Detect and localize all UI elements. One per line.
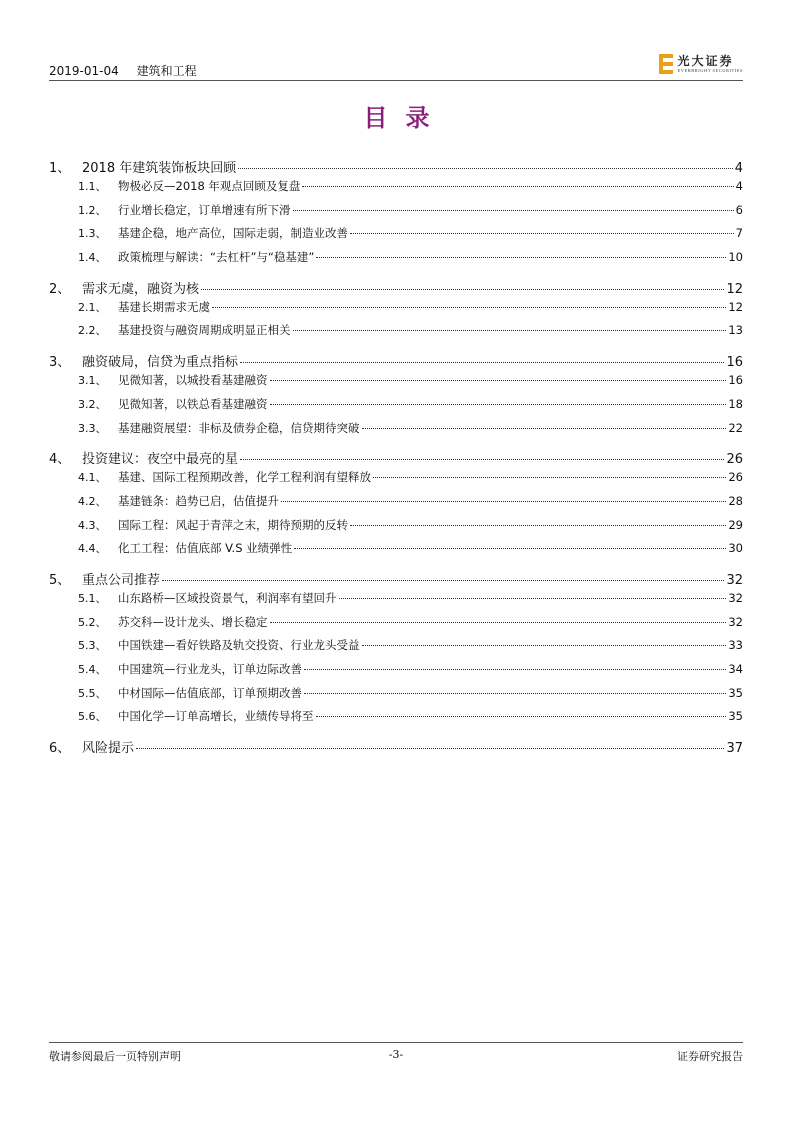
footer-disclaimer-note: 敬请参阅最后一页特别声明 [49,1050,181,1063]
dot-leader [240,459,724,460]
toc-entry-number: 1.3、 [78,227,107,241]
toc-entry-title: 苏交科—设计龙头、增长稳定 [118,614,268,629]
dot-leader [240,362,724,363]
toc-subsection[interactable] [49,396,743,420]
toc-section[interactable] [49,737,743,758]
report-sector: 建筑和工程 [136,64,197,78]
dot-leader [212,307,726,308]
toc-subsection[interactable] [49,614,743,638]
toc-entry-page: 16 [728,373,743,388]
toc-entry-title: 基建投资与融资周期成明显正相关 [118,323,291,338]
toc-entry-page: 35 [728,709,743,724]
dot-leader [362,428,727,429]
toc-entry-page: 4 [734,161,743,176]
dot-leader [281,501,726,502]
toc-entry-title: 物极必反—2018 年观点回顾及复盘 [118,179,301,193]
toc-entry-number: 5.4、 [78,663,107,676]
toc-entry-page: 33 [728,638,743,653]
dot-leader [373,477,726,478]
toc-entry-page: 34 [728,662,743,676]
toc-entry-number: 4、 [49,452,71,468]
toc-entry-title: 行业增长稳定，订单增速有所下滑 [118,202,291,217]
toc-entry-page: 37 [726,741,743,757]
toc-entry-title: 化工工程：估值底部 V.S 业绩弹性 [118,541,293,556]
dot-leader [304,669,726,670]
dot-leader [293,210,734,211]
toc-subsection[interactable] [49,202,743,226]
toc-section[interactable] [49,448,743,469]
toc-entry-title: 重点公司推荐 [82,572,161,588]
toc-section[interactable] [49,569,743,590]
toc-entry-title: 中国建筑—行业龙头，订单边际改善 [118,662,302,676]
toc-subsection[interactable] [49,469,743,493]
toc-entry-page: 35 [728,685,743,700]
dot-leader [294,548,726,549]
page-header [49,53,743,78]
toc-subsection[interactable] [49,299,743,323]
dot-leader [293,330,727,331]
toc-entry-page: 29 [728,517,743,532]
toc-title: 目录 [363,104,448,132]
toc-entry-title: 山东路桥—区域投资景气，利润率有望回升 [118,590,337,605]
toc-entry-number: 5、 [49,572,71,588]
toc-entry-title: 基建企稳，地产高位，国际走弱，制造业改善 [118,226,348,241]
toc-entry-number: 3.3、 [78,421,107,435]
toc-entry-page: 32 [728,614,743,629]
toc-subsection[interactable] [49,590,743,614]
toc-entry-number: 4.2、 [78,494,107,508]
toc-entry-title: 见微知著，以铁总看基建融资 [118,396,268,411]
toc-entry-title: 基建链条：趋势已启，估值提升 [118,493,279,508]
dot-leader [350,233,734,234]
toc-section[interactable] [49,278,743,299]
dot-leader [339,598,727,599]
toc-subsection[interactable] [49,420,743,444]
toc-entry-page: 10 [728,250,743,265]
toc-subsection[interactable] [49,372,743,396]
toc-entry-page: 26 [726,452,743,468]
toc-entry-number: 5.3、 [78,639,107,653]
toc-entry-number: 1.4、 [78,251,107,265]
toc-entry-title: 国际工程：风起于青萍之末，期待预期的反转 [118,517,348,532]
toc-entry-page: 6 [735,202,743,217]
toc-entry-number: 5.6、 [78,710,107,724]
toc-entry-number: 5.2、 [78,615,107,629]
toc-entry-page: 30 [728,541,743,556]
toc-entry-page: 32 [728,590,743,605]
dot-leader [201,289,724,290]
toc-entry-number: 5.5、 [78,686,107,700]
toc-entry-page: 22 [728,420,743,435]
toc-entry-title: 融资破局，信贷为重点指标 [82,355,239,371]
toc-entry-title: 基建、国际工程预期改善，化学工程利润有望释放 [118,470,371,485]
toc-subsection[interactable] [49,517,743,541]
toc-subsection[interactable] [49,708,743,732]
dot-leader [304,693,726,694]
toc-entry-page: 16 [726,355,743,371]
toc-entry-title: 政策梳理与解读：“去杠杆”与“稳基建” [118,250,315,265]
dot-leader [270,380,727,381]
page-footer [49,1038,743,1063]
dot-leader [302,186,733,187]
logo-name-en: EVERBRIGHT SECURITIES [677,67,743,73]
dot-leader [270,404,727,405]
toc-entry-page: 18 [728,396,743,411]
dot-leader [350,525,726,526]
dot-leader [316,257,726,258]
toc-subsection[interactable] [49,178,743,202]
toc-subsection[interactable] [49,493,743,517]
dot-leader [162,580,724,581]
toc-entry-title: 基建融资展望：非标及债券企稳，信贷期待突破 [118,420,360,435]
toc-entry-number: 3.2、 [78,397,107,411]
toc-entry-number: 4.3、 [78,518,107,532]
toc-entry-title: 需求无虞，融资为核 [82,281,200,297]
toc-entry-title: 2018 年建筑装饰板块回顾 [82,161,237,176]
toc-entry-page: 12 [728,299,743,314]
toc-entry-number: 3、 [49,355,71,371]
dot-leader [316,716,727,717]
toc-subsection[interactable] [49,540,743,564]
header-text [49,62,211,79]
toc-entry-number: 3.1、 [78,374,107,388]
toc-section[interactable] [49,157,743,178]
toc-entry-page: 28 [728,493,743,508]
toc-entry-number: 5.1、 [78,591,107,605]
toc-entry-title: 中国化学—订单高增长，业绩传导将至 [118,709,314,724]
toc-subsection[interactable] [49,685,743,709]
toc-entry-number: 4.1、 [78,471,107,485]
toc-entry-page: 26 [728,470,743,485]
toc-entry-title: 见微知著，以城投看基建融资 [118,373,268,388]
toc-entry-page: 32 [726,572,743,588]
toc-subsection[interactable] [49,249,743,273]
logo-name-cn: 光大证券 [677,53,734,68]
toc-entry-number: 1.1、 [78,180,107,193]
toc-subsection[interactable] [49,637,743,661]
everbright-logo-icon [659,54,673,74]
toc-entry-title: 风险提示 [82,741,135,757]
table-of-contents [49,152,743,758]
toc-entry-title: 中材国际—估值底部，订单预期改善 [118,685,302,700]
report-type: 证券研究报告 [677,1050,743,1063]
toc-entry-title: 投资建议：夜空中最亮的星 [82,452,239,468]
toc-entry-number: 4.4、 [78,542,107,556]
toc-subsection[interactable] [49,661,743,685]
header-divider [49,80,743,81]
toc-entry-number: 2、 [49,281,71,297]
dot-leader [270,622,727,623]
toc-subsection[interactable] [49,225,743,249]
report-date: 2019-01-04 [49,64,119,78]
everbright-logo [659,52,743,76]
dot-leader [238,168,733,169]
toc-entry-title: 中国铁建—看好铁路及轨交投资、行业龙头受益 [118,638,360,653]
toc-entry-page: 4 [735,179,743,193]
toc-entry-number: 1.2、 [78,203,107,217]
toc-entry-title: 基建长期需求无虞 [118,299,210,314]
toc-section[interactable] [49,351,743,372]
toc-entry-page: 7 [735,226,743,241]
dot-leader [136,748,724,749]
toc-entry-number: 2.1、 [78,300,107,314]
toc-subsection[interactable] [49,322,743,346]
page-number: -3- [388,1048,404,1061]
toc-entry-page: 13 [728,323,743,338]
toc-entry-number: 6、 [49,741,71,757]
toc-entry-page: 12 [726,281,743,297]
toc-entry-number: 2.2、 [78,324,107,338]
dot-leader [362,645,727,646]
toc-entry-number: 1、 [49,161,71,176]
